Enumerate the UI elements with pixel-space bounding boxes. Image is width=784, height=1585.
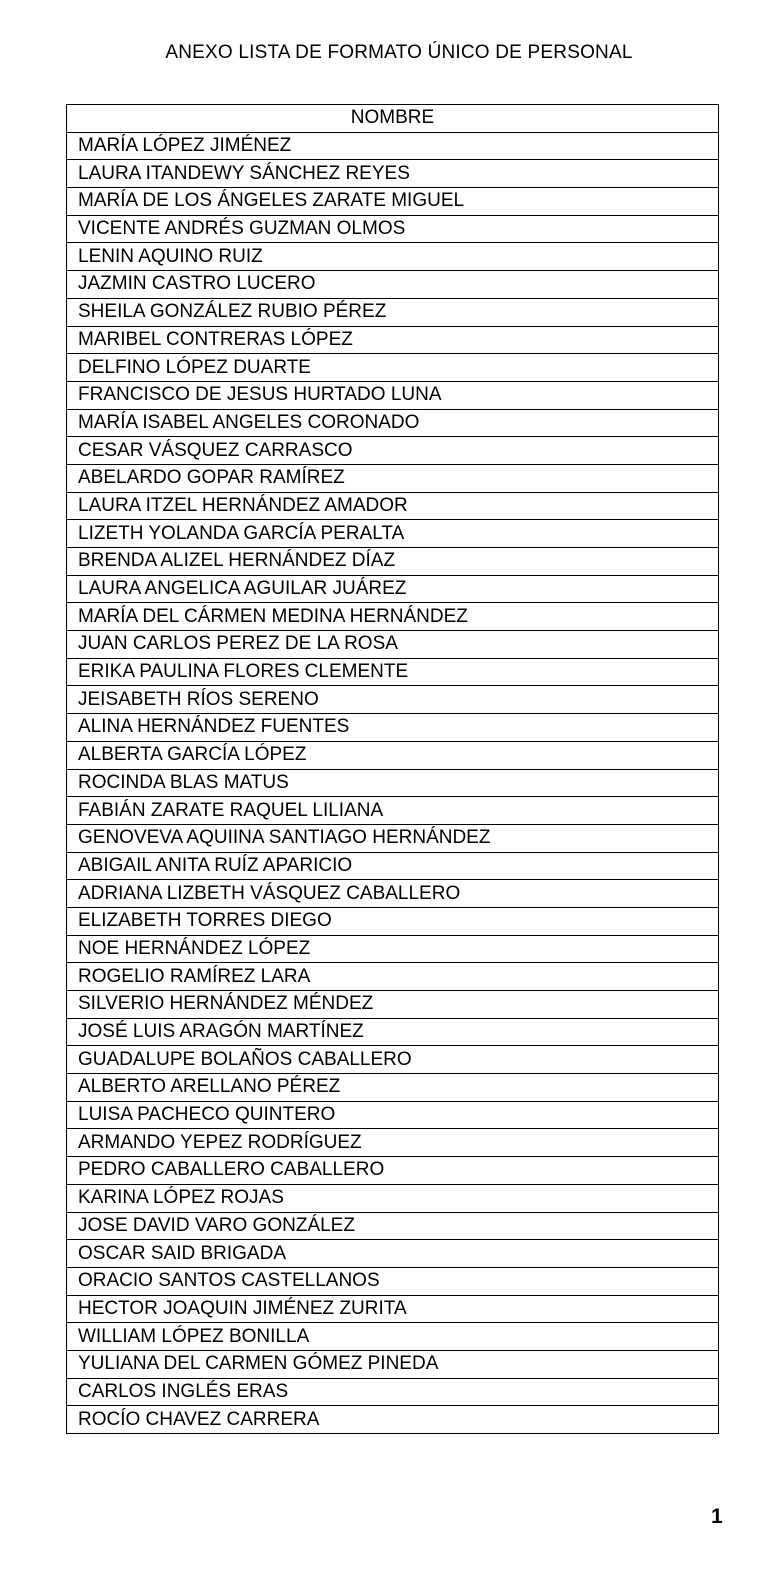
name-cell: ABELARDO GOPAR RAMÍREZ	[67, 464, 719, 492]
name-cell: ROCINDA BLAS MATUS	[67, 769, 719, 797]
table-header-row	[67, 105, 719, 133]
table-row	[67, 298, 719, 326]
name-cell: YULIANA DEL CARMEN GÓMEZ PINEDA	[67, 1350, 719, 1378]
table-row	[67, 188, 719, 216]
name-cell: ALINA HERNÁNDEZ FUENTES	[67, 714, 719, 742]
name-cell: MARÍA ISABEL ANGELES CORONADO	[67, 409, 719, 437]
table-row	[67, 1350, 719, 1378]
table-row	[67, 1101, 719, 1129]
table-row	[67, 991, 719, 1019]
name-cell: ALBERTO ARELLANO PÉREZ	[67, 1074, 719, 1102]
name-cell: ALBERTA GARCÍA LÓPEZ	[67, 741, 719, 769]
name-cell: ARMANDO YEPEZ RODRÍGUEZ	[67, 1129, 719, 1157]
table-row	[67, 160, 719, 188]
name-cell: VICENTE ANDRÉS GUZMAN OLMOS	[67, 215, 719, 243]
name-cell: HECTOR JOAQUIN JIMÉNEZ ZURITA	[67, 1295, 719, 1323]
name-cell: LENIN AQUINO RUIZ	[67, 243, 719, 271]
name-cell: JOSÉ LUIS ARAGÓN MARTÍNEZ	[67, 1018, 719, 1046]
table-row	[67, 132, 719, 160]
name-cell: KARINA LÓPEZ ROJAS	[67, 1184, 719, 1212]
table-row	[67, 1295, 719, 1323]
name-cell: LAURA ITANDEWY SÁNCHEZ REYES	[67, 160, 719, 188]
table-row	[67, 575, 719, 603]
table-row	[67, 464, 719, 492]
table-row	[67, 271, 719, 299]
table-row	[67, 548, 719, 576]
table-row	[67, 243, 719, 271]
table-row	[67, 1129, 719, 1157]
name-cell: ABIGAIL ANITA RUÍZ APARICIO	[67, 852, 719, 880]
table-row	[67, 1378, 719, 1406]
table-row	[67, 658, 719, 686]
name-cell: NOE HERNÁNDEZ LÓPEZ	[67, 935, 719, 963]
table-row	[67, 603, 719, 631]
name-cell: JAZMIN CASTRO LUCERO	[67, 271, 719, 299]
name-cell: JOSE DAVID VARO GONZÁLEZ	[67, 1212, 719, 1240]
table-row	[67, 631, 719, 659]
name-cell: ELIZABETH TORRES DIEGO	[67, 907, 719, 935]
name-cell: MARÍA LÓPEZ JIMÉNEZ	[67, 132, 719, 160]
name-cell: PEDRO CABALLERO CABALLERO	[67, 1157, 719, 1185]
name-cell: ADRIANA LIZBETH VÁSQUEZ CABALLERO	[67, 880, 719, 908]
table-row	[67, 963, 719, 991]
name-cell: JEISABETH RÍOS SERENO	[67, 686, 719, 714]
name-cell: GENOVEVA AQUIINA SANTIAGO HERNÁNDEZ	[67, 824, 719, 852]
table-row	[67, 326, 719, 354]
table-row	[67, 409, 719, 437]
table-row	[67, 354, 719, 382]
name-cell: CARLOS INGLÉS ERAS	[67, 1378, 719, 1406]
name-cell: CESAR VÁSQUEZ CARRASCO	[67, 437, 719, 465]
table-row	[67, 1267, 719, 1295]
table-row	[67, 714, 719, 742]
names-table	[66, 104, 719, 1434]
table-row	[67, 381, 719, 409]
table-row	[67, 1240, 719, 1268]
names-table-body	[67, 132, 719, 1433]
name-cell: OSCAR SAID BRIGADA	[67, 1240, 719, 1268]
table-row	[67, 686, 719, 714]
table-row	[67, 1157, 719, 1185]
table-row	[67, 215, 719, 243]
page-number: 1	[711, 1505, 723, 1528]
name-cell: ROGELIO RAMÍREZ LARA	[67, 963, 719, 991]
name-cell: WILLIAM LÓPEZ BONILLA	[67, 1323, 719, 1351]
table-row	[67, 797, 719, 825]
table-row	[67, 520, 719, 548]
name-cell: JUAN CARLOS PEREZ DE LA ROSA	[67, 631, 719, 659]
name-cell: MARÍA DE LOS ÁNGELES ZARATE MIGUEL	[67, 188, 719, 216]
document-title: ANEXO LISTA DE FORMATO ÚNICO DE PERSONAL	[165, 42, 633, 63]
name-cell: DELFINO LÓPEZ DUARTE	[67, 354, 719, 382]
table-row	[67, 1018, 719, 1046]
name-cell: SHEILA GONZÁLEZ RUBIO PÉREZ	[67, 298, 719, 326]
name-cell: LUISA PACHECO QUINTERO	[67, 1101, 719, 1129]
table-row	[67, 769, 719, 797]
column-header-nombre: NOMBRE	[67, 105, 719, 133]
name-cell: LAURA ANGELICA AGUILAR JUÁREZ	[67, 575, 719, 603]
name-cell: FABIÁN ZARATE RAQUEL LILIANA	[67, 797, 719, 825]
name-cell: MARÍA DEL CÁRMEN MEDINA HERNÁNDEZ	[67, 603, 719, 631]
table-row	[67, 824, 719, 852]
table-row	[67, 1406, 719, 1434]
name-cell: BRENDA ALIZEL HERNÁNDEZ DÍAZ	[67, 548, 719, 576]
table-row	[67, 1184, 719, 1212]
name-cell: ROCÍO CHAVEZ CARRERA	[67, 1406, 719, 1434]
table-row	[67, 1323, 719, 1351]
name-cell: GUADALUPE BOLAÑOS CABALLERO	[67, 1046, 719, 1074]
table-row	[67, 1046, 719, 1074]
table-row	[67, 741, 719, 769]
table-row	[67, 852, 719, 880]
table-row	[67, 492, 719, 520]
name-cell: FRANCISCO DE JESUS HURTADO LUNA	[67, 381, 719, 409]
name-cell: LAURA ITZEL HERNÁNDEZ AMADOR	[67, 492, 719, 520]
table-row	[67, 1074, 719, 1102]
table-row	[67, 880, 719, 908]
name-cell: ERIKA PAULINA FLORES CLEMENTE	[67, 658, 719, 686]
table-row	[67, 935, 719, 963]
table-row	[67, 907, 719, 935]
name-cell: MARIBEL CONTRERAS LÓPEZ	[67, 326, 719, 354]
table-row	[67, 1212, 719, 1240]
name-cell: LIZETH YOLANDA GARCÍA PERALTA	[67, 520, 719, 548]
table-row	[67, 437, 719, 465]
name-cell: SILVERIO HERNÁNDEZ MÉNDEZ	[67, 991, 719, 1019]
name-cell: ORACIO SANTOS CASTELLANOS	[67, 1267, 719, 1295]
